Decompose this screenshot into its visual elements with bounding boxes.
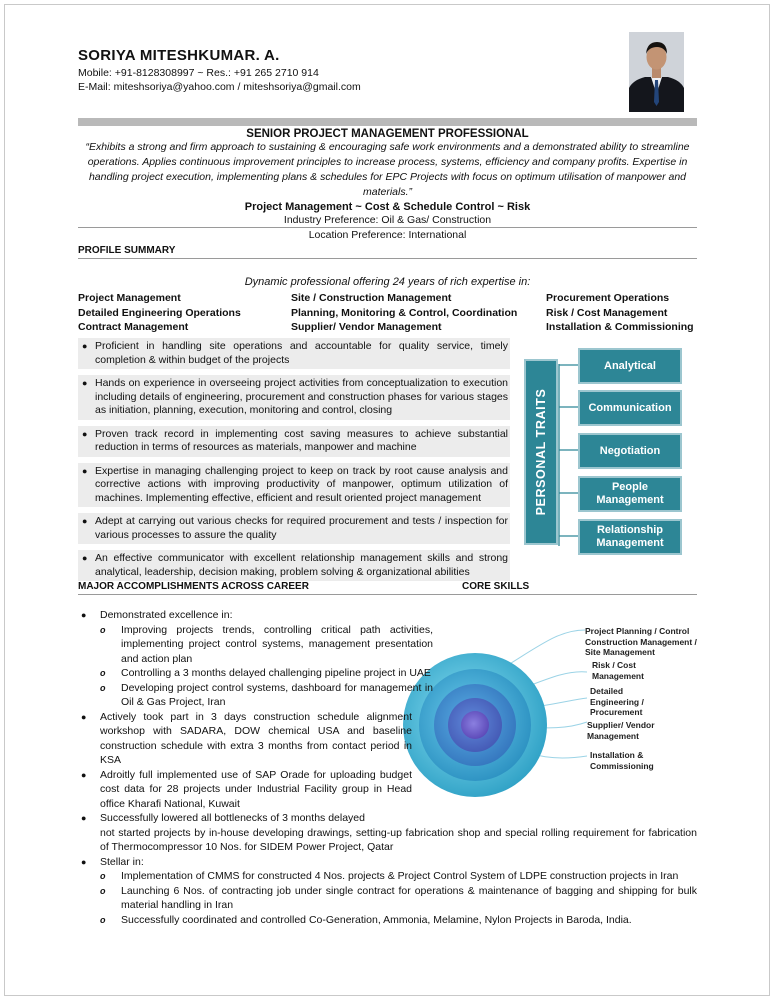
expertise-item: Supplier/ Vendor Management xyxy=(291,321,442,333)
accomplishment-item: ● Actively took part in 3 days construction schedule alignment workshop with SADARA, DOW chemical USA and baseline construction schedule with extra 3 months from contact period in KSA xyxy=(81,710,412,766)
sub-bullet-icon: o xyxy=(100,682,106,693)
profile-bullet: ● Adept at carrying out various checks for required procurement and tests / inspection for various processes to assure the quality xyxy=(78,513,510,544)
accomplishment-subitem: o Controlling a 3 months delayed challenging pipeline project in UAE xyxy=(100,667,431,679)
expertise-column-3 xyxy=(546,291,694,335)
headline-focus: Project Management ~ Cost & Schedule Control ~ Risk xyxy=(244,201,531,213)
bullet-icon: ● xyxy=(82,553,88,563)
profile-photo xyxy=(629,32,684,112)
core-skill-item: Project Planning / Control Construction Management / Site Management xyxy=(585,626,697,657)
divider xyxy=(78,594,697,595)
bullet-icon: ● xyxy=(82,378,88,388)
expertise-item: Planning, Monitoring & Control, Coordination xyxy=(291,306,518,319)
candidate-name: SORIYA MITESHKUMAR. A. xyxy=(78,47,280,64)
accomplishment-subitem: o Developing project control systems, dashboard for management in Oil & Gas Project, Iran xyxy=(100,681,433,708)
sub-bullet-icon: o xyxy=(100,668,106,678)
trait-people-management: People Management xyxy=(578,476,682,512)
bullet-icon: ● xyxy=(81,856,87,867)
accomplishments-heading: MAJOR ACCOMPLISHMENTS ACROSS CAREER xyxy=(78,581,309,592)
core-skill-item: Detailed Engineering / Procurement xyxy=(590,686,644,717)
sub-bullet-icon: o xyxy=(100,914,106,925)
bullet-icon: ● xyxy=(82,428,88,439)
accomplishment-subitem: o Improving projects trends, controlling critical path activities, implementing project control systems, management presentation and action plan xyxy=(100,623,433,665)
profile-bullet: ● Hands on experience in overseeing project activities from conceptualization to execution including details of engineering, procurement and construction phases for various stages as initiation, planning, execution, monitoring and control, closing xyxy=(78,375,510,420)
sub-bullet-icon: o xyxy=(100,885,106,896)
accomplishment-item: ● Stellar in: xyxy=(81,855,144,868)
personal-traits-label: PERSONAL TRAITS xyxy=(534,388,548,516)
profile-intro: Dynamic professional offering 24 years of rich expertise in: xyxy=(244,276,531,288)
mobile-line: Mobile: +91-8128308997 ~ Res.: +91 265 2710 914 xyxy=(78,67,319,79)
accomplishment-item: ● Successfully lowered all bottlenecks of 3 months delayed xyxy=(81,812,365,824)
bullet-icon: ● xyxy=(81,610,87,620)
profile-bullet: ● An effective communicator with excellent relationship management skills and strong analytical, leadership, decision making, problem solving & organizational abilities xyxy=(78,550,510,581)
personal-traits-label-box xyxy=(524,359,558,545)
core-skill-item: Supplier/ Vendor Management xyxy=(587,720,655,741)
sub-bullet-icon: o xyxy=(100,624,106,635)
trait-analytical: Analytical xyxy=(578,348,682,384)
core-skill-item: Risk / Cost Management xyxy=(592,660,644,681)
divider xyxy=(78,258,697,259)
headline-block xyxy=(78,128,697,243)
industry-preference: Industry Preference: Oil & Gas/ Construction xyxy=(283,214,492,226)
profile-summary-heading: PROFILE SUMMARY xyxy=(78,245,176,256)
core-skill-item: Installation & Commissioning xyxy=(590,750,654,771)
header-band xyxy=(78,118,697,126)
profile-bullets xyxy=(78,338,510,587)
expertise-column-2 xyxy=(291,291,517,335)
accomplishment-subitem: o Successfully coordinated and controlled Co-Generation, Ammonia, Melamine, Nylon Projects in Baroda, India. xyxy=(100,913,632,926)
trait-relationship-management: Relationship Management xyxy=(578,519,682,555)
expertise-column-1 xyxy=(78,291,241,335)
divider xyxy=(78,227,697,228)
traits-connector xyxy=(556,362,580,548)
expertise-item: Installation & Commissioning xyxy=(546,321,694,333)
expertise-item: Detailed Engineering Operations xyxy=(78,306,241,319)
expertise-item: Procurement Operations xyxy=(546,292,670,304)
core-skills-heading: CORE SKILLS xyxy=(462,581,530,592)
headline-quote: “Exhibits a strong and firm approach to sustaining & encouraging safe work environments and a demonstrated ability to streamline operations. Applies continuous improvement principles to increase process, systems, efficiency and company profits. Expertise in handling project execution, implementing plans & schedules for EPC Projects with focus on optimum utilisation of manpower and materials.” xyxy=(85,141,690,198)
accomplishment-item-continued: not started projects by in-house developing drawings, setting-up fabrication shop and special rolling requirement for fabrication of Thermocompressor 10 Nos. for SIDEM Power Project, Qatar xyxy=(100,826,697,853)
expertise-item: Project Management xyxy=(78,292,181,304)
bullet-icon: ● xyxy=(81,711,87,722)
bullet-icon: ● xyxy=(82,516,88,526)
accomplishment-subitem: o Launching 6 Nos. of contracting job under single contract for operations & maintenance of bagging and shipping for bulk material handling in Iran xyxy=(100,884,697,911)
email-line[interactable]: E-Mail: miteshsoriya@yahoo.com / miteshsoriya@gmail.com xyxy=(78,81,361,93)
trait-communication: Communication xyxy=(578,390,682,426)
bullet-icon: ● xyxy=(81,813,87,823)
accomplishment-item: ● Demonstrated excellence in: xyxy=(81,609,233,621)
accomplishment-item: ● Adroitly full implemented use of SAP Orade for uploading budget cost data for 28 projects under Industrial Facility group in Head office Kharafi National, Kuwait xyxy=(81,768,412,810)
location-preference: Location Preference: International xyxy=(308,229,467,241)
sub-bullet-icon: o xyxy=(100,871,106,881)
profile-bullet: ● Expertise in managing challenging project to keep on track by root cause analysis and corrective actions with improving productivity of manpower, optimum utilization of machines. Implementing effective, efficient and result oriented project management xyxy=(78,463,510,508)
bullet-icon: ● xyxy=(81,769,87,780)
profile-bullet: ● Proven track record in implementing cost saving measures to achieve substantial reduction in terms of resources as materials, manpower and machine xyxy=(78,426,510,457)
expertise-item: Contract Management xyxy=(78,321,189,333)
headline-title: SENIOR PROJECT MANAGEMENT PROFESSIONAL xyxy=(246,128,529,140)
accomplishments-list xyxy=(78,608,697,927)
profile-bullet: ● Proficient in handling site operations and accountable for quality service, timely completion & within budget of the projects xyxy=(78,338,510,369)
expertise-item: Site / Construction Management xyxy=(291,292,452,304)
expertise-item: Risk / Cost Management xyxy=(546,306,668,319)
bullet-icon: ● xyxy=(82,341,88,351)
trait-negotiation: Negotiation xyxy=(578,433,682,469)
accomplishment-subitem: o Implementation of CMMS for constructed 4 Nos. projects & Project Control System of LDPE construction projects in Iran xyxy=(100,870,679,882)
bullet-icon: ● xyxy=(82,465,88,476)
